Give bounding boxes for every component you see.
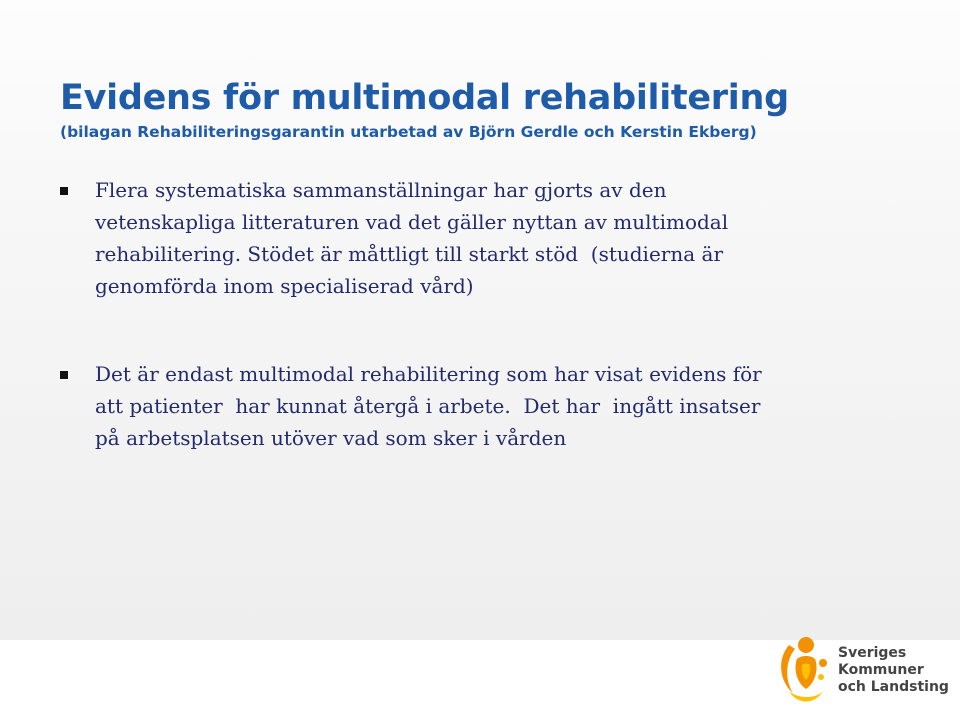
bullet-line: på arbetsplatsen utöver vad som sker i vården	[95, 426, 567, 450]
bullet-line: vetenskapliga litteraturen vad det gäller nyttan av multimodal	[95, 210, 729, 234]
bullet-line: rehabilitering. Stödet är måttligt till starkt stöd (studierna är	[95, 242, 723, 266]
bullet-line: genomförda inom specialiserad vård)	[95, 274, 474, 298]
skl-figure-icon	[775, 633, 835, 713]
logo-wordmark	[838, 645, 949, 696]
bullet-line: att patienter har kunnat återgå i arbete. Det har ingått insatser	[95, 394, 761, 418]
skl-logo	[775, 633, 949, 713]
bullet-text	[95, 174, 920, 302]
logo-line: och Landsting	[838, 679, 949, 695]
slide-subtitle: (bilagan Rehabiliteringsgarantin utarbetad av Björn Gerdle och Kerstin Ekberg)	[60, 123, 757, 141]
logo-line: Kommuner	[838, 662, 924, 678]
bullet-line: Flera systematiska sammanställningar har gjorts av den	[95, 178, 667, 202]
slide-title: Evidens för multimodal rehabilitering	[60, 78, 789, 118]
logo-line: Sveriges	[838, 645, 907, 661]
bullet-item	[60, 174, 920, 302]
square-bullet-icon	[60, 187, 68, 195]
bullet-text	[95, 358, 920, 454]
bullet-item	[60, 358, 920, 454]
square-bullet-icon	[60, 371, 68, 379]
bullet-line: Det är endast multimodal rehabilitering som har visat evidens för	[95, 362, 762, 386]
